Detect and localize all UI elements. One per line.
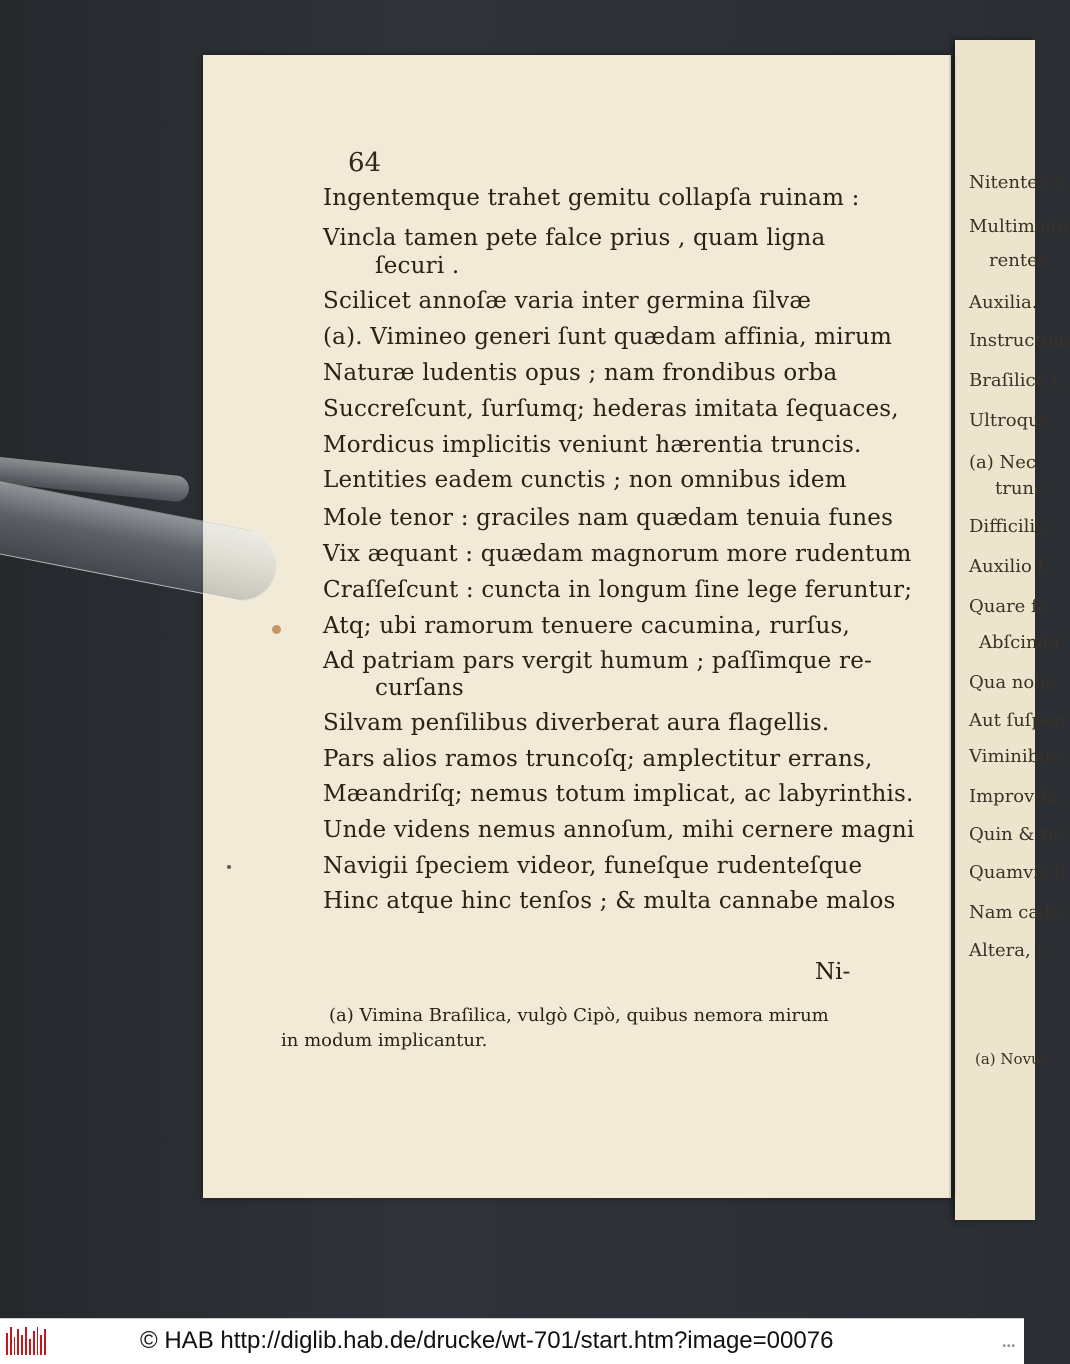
facing-page-line: Auxilia. (969, 292, 1038, 313)
verse-line: Ingentemque trahet gemitu collapſa ruinam : (323, 185, 860, 211)
facing-page-line: Auxilio f (969, 556, 1045, 577)
verse-line: Pars alios ramos truncoſq; amplectitur errans, (323, 746, 873, 772)
verse-line: Hinc atque hinc tenſos ; & multa cannabe malos (323, 888, 896, 914)
facing-page-line: trunc (995, 478, 1045, 499)
verse-line: Succreſcunt, ſurſumq; hederas imitata ſequaces, (323, 396, 899, 422)
foxing-spot (272, 625, 281, 634)
facing-page-line: Nam cade (969, 902, 1062, 923)
facing-page-line: (a) Novus (975, 1050, 1049, 1068)
foxing-spot (227, 865, 231, 869)
more-dots-icon[interactable]: ••• (1002, 1341, 1016, 1352)
footnote-line: in modum implicantur. (281, 1030, 488, 1051)
facing-page-line: Instructum (969, 330, 1070, 351)
verse-line: Lentities eadem cunctis ; non omnibus idem (323, 467, 847, 493)
verse-line: Mole tenor : graciles nam quædam tenuia funes (323, 505, 894, 531)
catchword: Ni- (815, 959, 851, 985)
hab-logo-icon (6, 1327, 46, 1355)
verse-line: Unde videns nemus annoſum, mihi cernere magni (323, 817, 915, 843)
facing-page-line: Improviſa (969, 786, 1058, 807)
footnote-line: (a) Vimina Braſilica, vulgò Cipò, quibus nemora mirum (329, 1005, 829, 1026)
verse-line: (a). Vimineo generi ſunt quædam affinia, mirum (323, 324, 892, 350)
verse-line: Ad patriam pars vergit humum ; paſſimque re- (323, 648, 872, 674)
facing-page-line: Abſcinda (979, 632, 1060, 653)
book-page (203, 55, 951, 1198)
facing-page-line: Quamvis il (969, 862, 1066, 883)
verse-line: Atq; ubi ramorum tenuere cacumina, rurſus, (323, 613, 850, 639)
facing-page-line: Ultroque (969, 410, 1051, 431)
verse-line: Mordicus implicitis veniunt hærentia truncis. (323, 432, 862, 458)
facing-page-fragment (955, 40, 1070, 1220)
verse-line: Vincla tamen pete falce prius , quam ligna (323, 225, 826, 251)
facing-page-line: Quare fa (969, 596, 1049, 617)
copyright-url[interactable]: © HAB http://diglib.hab.de/drucke/wt-701/start.htm?image=00076 (140, 1327, 834, 1354)
facing-page-line: Viminibus (969, 746, 1060, 767)
facing-page-line: Altera, c (969, 940, 1047, 961)
facing-page-line: (a) Nec (969, 452, 1036, 473)
facing-page-line: Difficilis (969, 516, 1045, 537)
facing-page-line: Quin & tu (969, 824, 1059, 845)
verse-line: ſecuri . (375, 253, 460, 279)
footer-bar (0, 1318, 1024, 1364)
facing-page-line: Qua nolis (969, 672, 1055, 693)
page-number: 64 (348, 148, 382, 178)
verse-line: Naturæ ludentis opus ; nam frondibus orba (323, 360, 838, 386)
verse-line: Silvam penſilibus diverberat aura flagellis. (323, 710, 830, 736)
facing-page-line: Multimodo (969, 216, 1069, 237)
verse-line: Mæandriſq; nemus totum implicat, ac labyrinthis. (323, 781, 914, 807)
verse-line: Craſſeſcunt : cuncta in longum ſine lege feruntur; (323, 577, 913, 603)
verse-line: Scilicet annoſæ varia inter germina ſilvæ (323, 288, 812, 314)
facing-page-line: Nitentes a (969, 172, 1064, 193)
verse-line: curſans (375, 675, 464, 701)
facing-page-line: Braſilica i (969, 370, 1058, 391)
verse-line: Navigii ſpeciem videor, funeſque rudenteſque (323, 853, 863, 879)
verse-line: Vix æquant : quædam magnorum more rudentum (323, 541, 912, 567)
facing-page-line: rentes (989, 250, 1047, 271)
facing-page-line: Aut ſuſpen (969, 710, 1066, 731)
